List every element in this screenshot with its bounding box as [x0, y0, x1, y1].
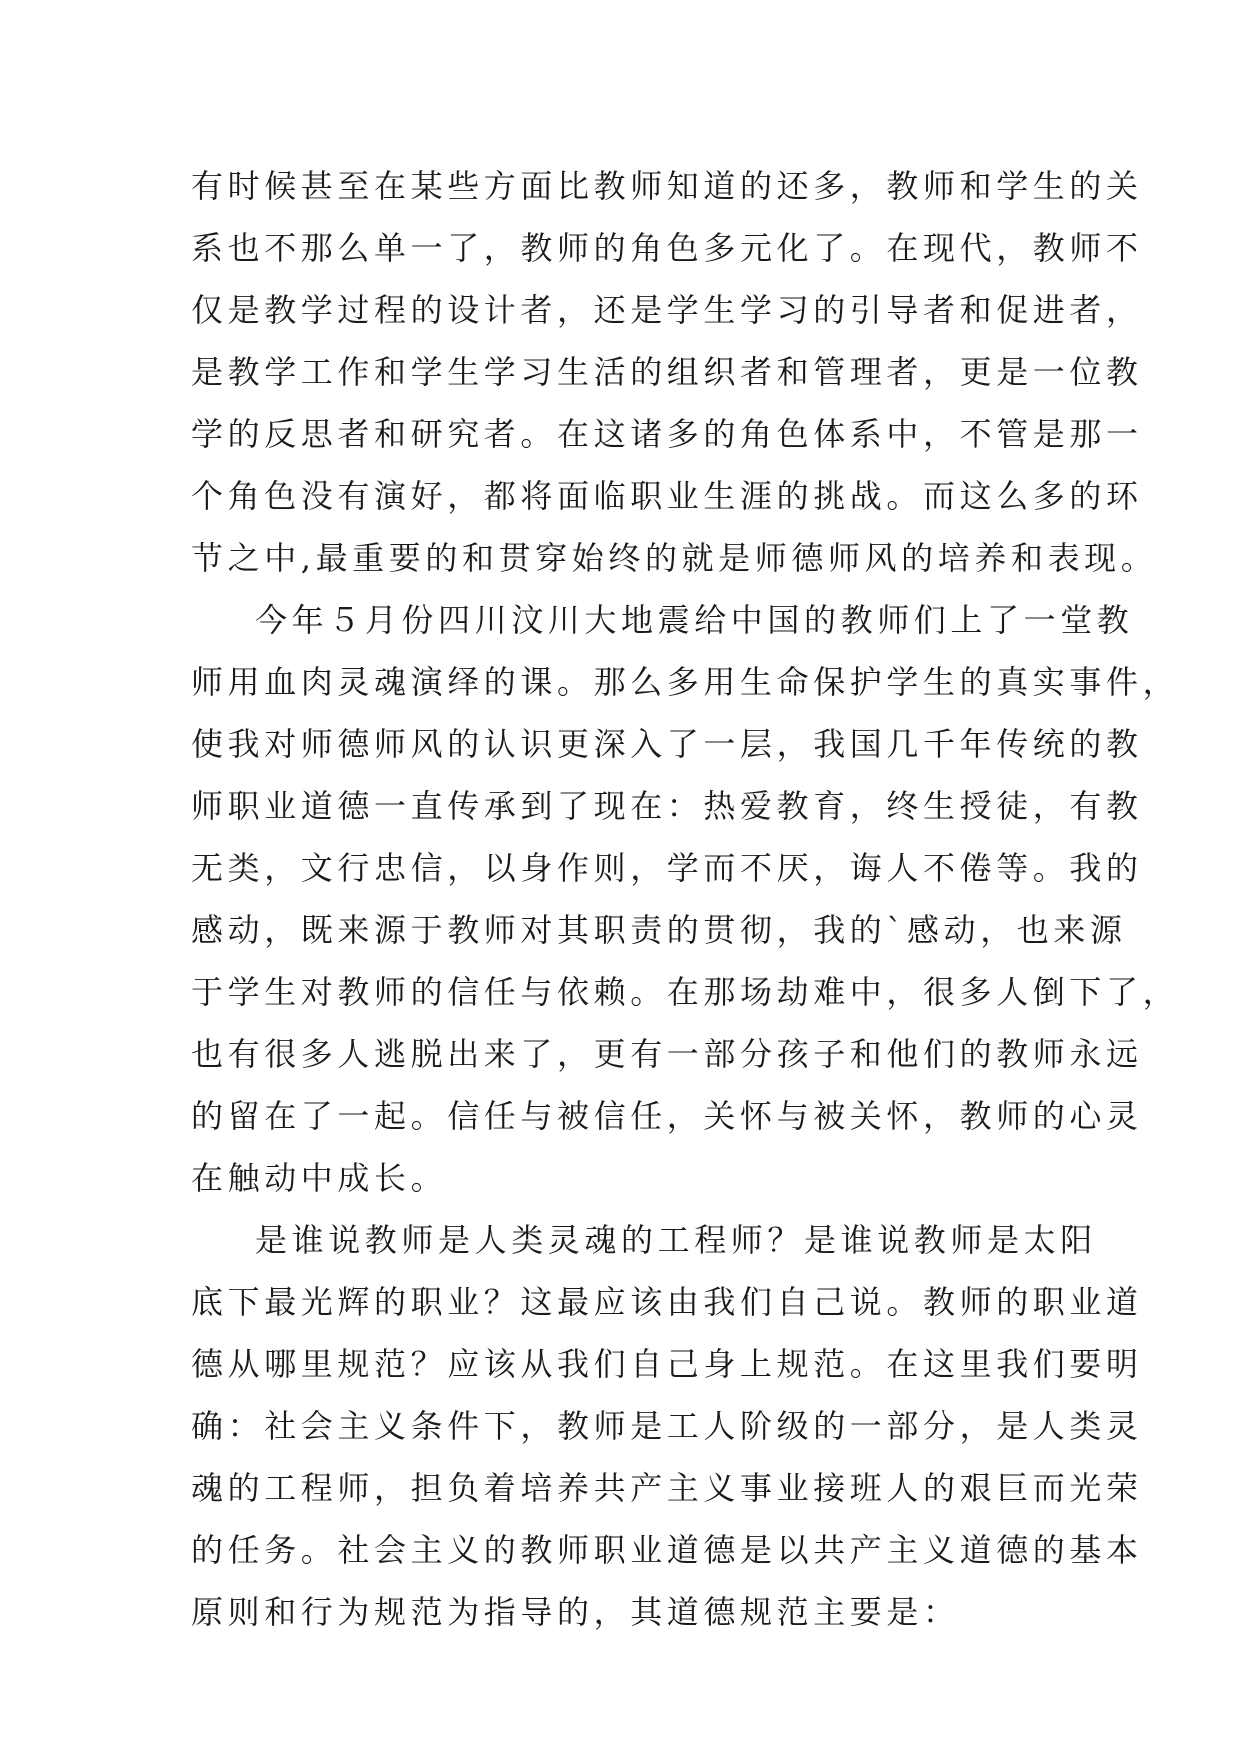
paragraph-first-line: 是谁说教师是人类灵魂的工程师？是谁说教师是太阳: [255, 1221, 1097, 1259]
text-line: 魂的工程师，担负着培养共产主义事业接班人的艰巨而光荣: [191, 1469, 1143, 1507]
text-line: 师用血肉灵魂演绎的课。那么多用生命保护学生的真实事件，: [191, 663, 1180, 701]
text-line: 的任务。社会主义的教师职业道德是以共产主义道德的基本: [191, 1531, 1143, 1569]
text-line: 是教学工作和学生学习生活的组织者和管理者，更是一位教: [191, 353, 1143, 391]
text-line: 底下最光辉的职业？这最应该由我们自己说。教师的职业道: [191, 1283, 1143, 1321]
text-line: 无类，文行忠信，以身作则，学而不厌，诲人不倦等。我的: [191, 849, 1143, 887]
text-line: 学的反思者和研究者。在这诸多的角色体系中，不管是那一: [191, 415, 1143, 453]
text-line: 有时候甚至在某些方面比教师知道的还多，教师和学生的关: [191, 167, 1143, 205]
text-line: 于学生对教师的信任与依赖。在那场劫难中，很多人倒下了，: [191, 973, 1180, 1011]
document-body: [191, 155, 1180, 1643]
text-line: 原则和行为规范为指导的，其道德规范主要是：: [191, 1593, 960, 1631]
text-line: 个角色没有演好，都将面临职业生涯的挑战。而这么多的环: [191, 477, 1143, 515]
text-line: 感动，既来源于教师对其职责的贯彻，我的`感动，也来源: [191, 911, 1127, 949]
text-line: 确：社会主义条件下，教师是工人阶级的一部分，是人类灵: [191, 1407, 1143, 1445]
text-line: 的留在了一起。信任与被信任，关怀与被关怀，教师的心灵: [191, 1097, 1143, 1135]
text-line: 节之中,最重要的和贯穿始终的就是师德师风的培养和表现。: [191, 539, 1158, 577]
text-line: 在触动中成长。: [191, 1159, 448, 1197]
text-line: 师职业道德一直传承到了现在：热爱教育，终生授徒，有教: [191, 787, 1143, 825]
text-line: 德从哪里规范？应该从我们自己身上规范。在这里我们要明: [191, 1345, 1143, 1383]
paragraph-first-line: 今年５月份四川汶川大地震给中国的教师们上了一堂教: [255, 601, 1134, 639]
text-line: 使我对师德师风的认识更深入了一层，我国几千年传统的教: [191, 725, 1143, 763]
text-line: 仅是教学过程的设计者，还是学生学习的引导者和促进者，: [191, 291, 1143, 329]
text-line: 也有很多人逃脱出来了，更有一部分孩子和他们的教师永远: [191, 1035, 1143, 1073]
text-line: 系也不那么单一了，教师的角色多元化了。在现代，教师不: [191, 229, 1143, 267]
